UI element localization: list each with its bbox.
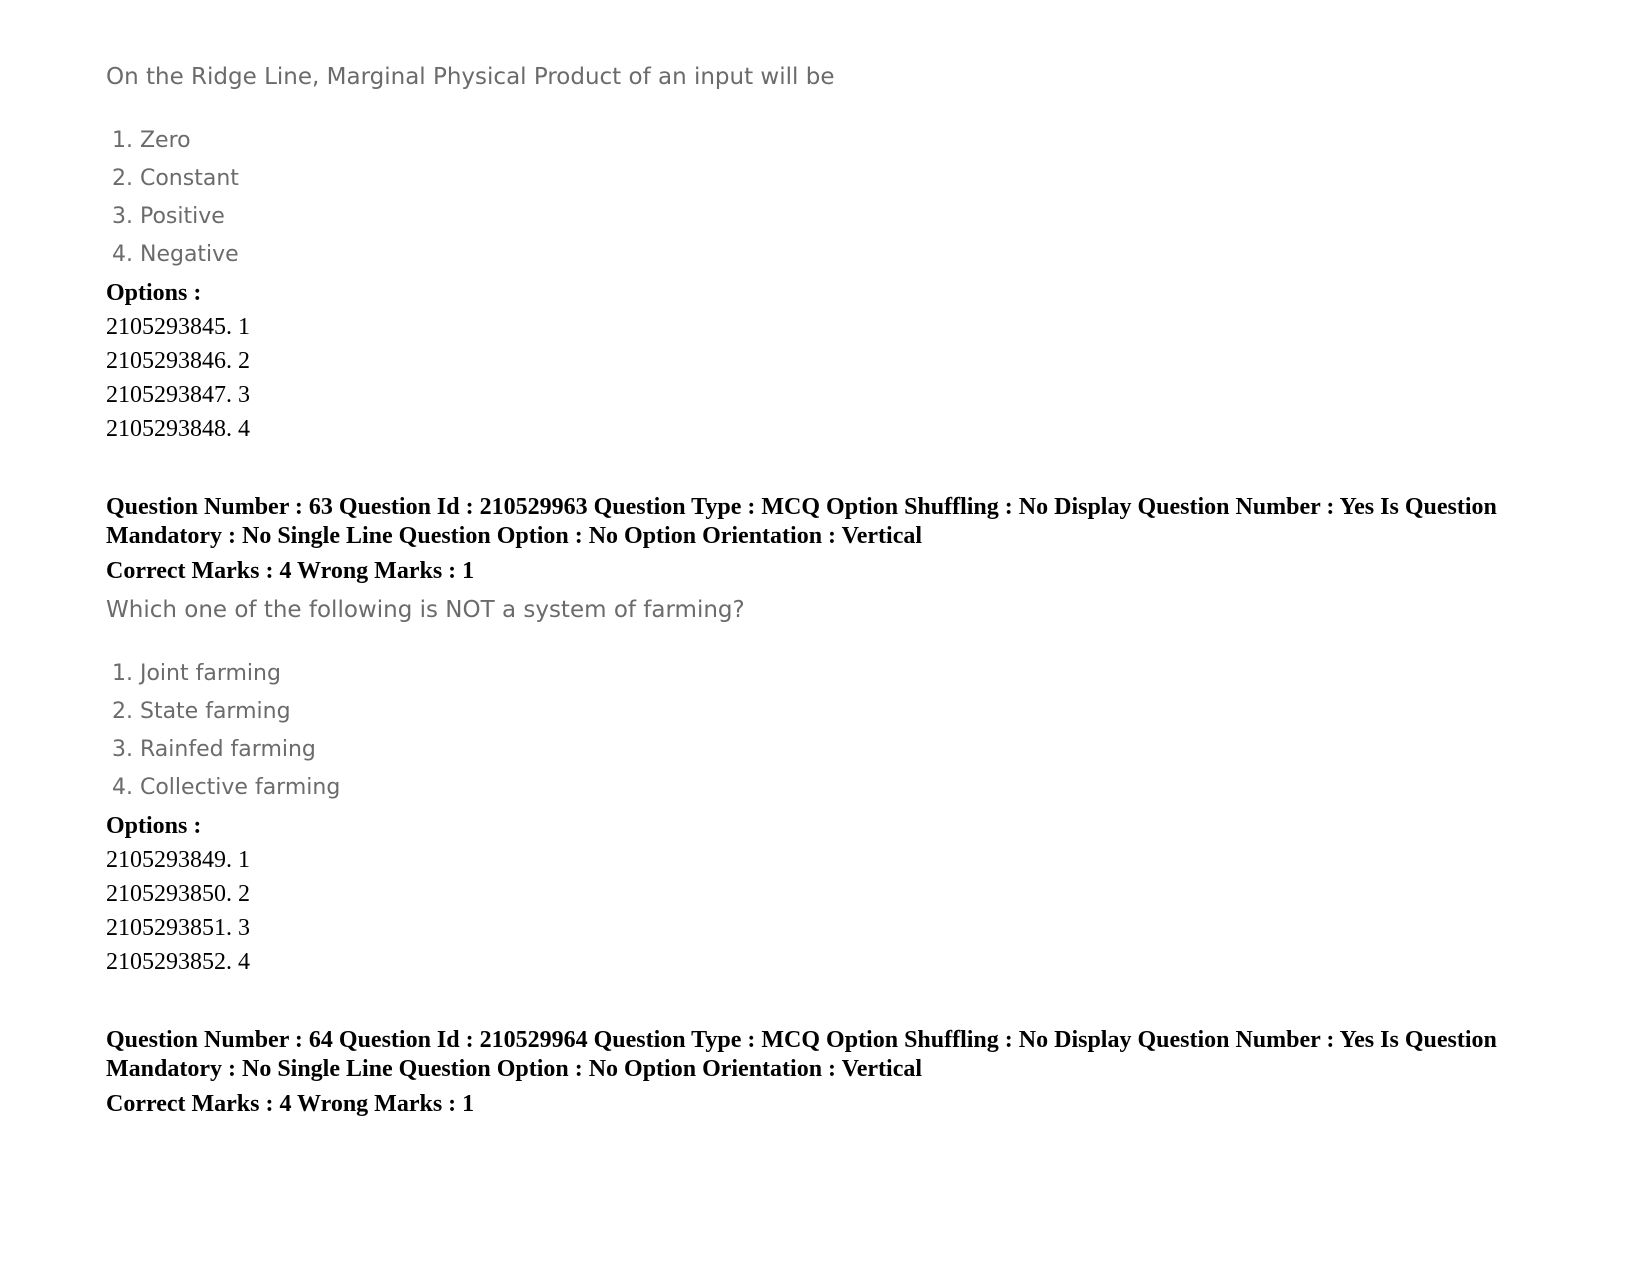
- marks-line: Correct Marks : 4 Wrong Marks : 1: [106, 558, 475, 584]
- question-meta-line2: Mandatory : No Single Line Question Option : No Option Orientation : Vertical: [106, 1056, 923, 1082]
- choice-item: 3. Positive: [112, 204, 225, 229]
- option-id: 2105293849. 1: [106, 847, 250, 873]
- marks-line: Correct Marks : 4 Wrong Marks : 1: [106, 1091, 475, 1117]
- question-meta-line1: Question Number : 64 Question Id : 210529964 Question Type : MCQ Option Shuffling : No Display Question Number : Yes Is Question: [106, 1027, 1497, 1053]
- question-meta-line2: Mandatory : No Single Line Question Option : No Option Orientation : Vertical: [106, 523, 923, 549]
- options-heading: Options :: [106, 280, 202, 306]
- option-id: 2105293851. 3: [106, 915, 250, 941]
- choice-item: 1. Joint farming: [112, 661, 281, 686]
- option-id: 2105293848. 4: [106, 416, 250, 442]
- choice-item: 2. Constant: [112, 166, 239, 191]
- choice-item: 2. State farming: [112, 699, 291, 724]
- choice-item: 4. Collective farming: [112, 775, 341, 800]
- option-id: 2105293846. 2: [106, 348, 250, 374]
- question-text: Which one of the following is NOT a system of farming?: [106, 597, 745, 623]
- option-id: 2105293845. 1: [106, 314, 250, 340]
- choice-item: 3. Rainfed farming: [112, 737, 316, 762]
- choice-item: 1. Zero: [112, 128, 191, 153]
- choice-item: 4. Negative: [112, 242, 239, 267]
- options-heading: Options :: [106, 813, 202, 839]
- option-id: 2105293847. 3: [106, 382, 250, 408]
- option-id: 2105293850. 2: [106, 881, 250, 907]
- question-text: On the Ridge Line, Marginal Physical Product of an input will be: [106, 64, 835, 90]
- question-meta-line1: Question Number : 63 Question Id : 210529963 Question Type : MCQ Option Shuffling : No Display Question Number : Yes Is Question: [106, 494, 1497, 520]
- option-id: 2105293852. 4: [106, 949, 250, 975]
